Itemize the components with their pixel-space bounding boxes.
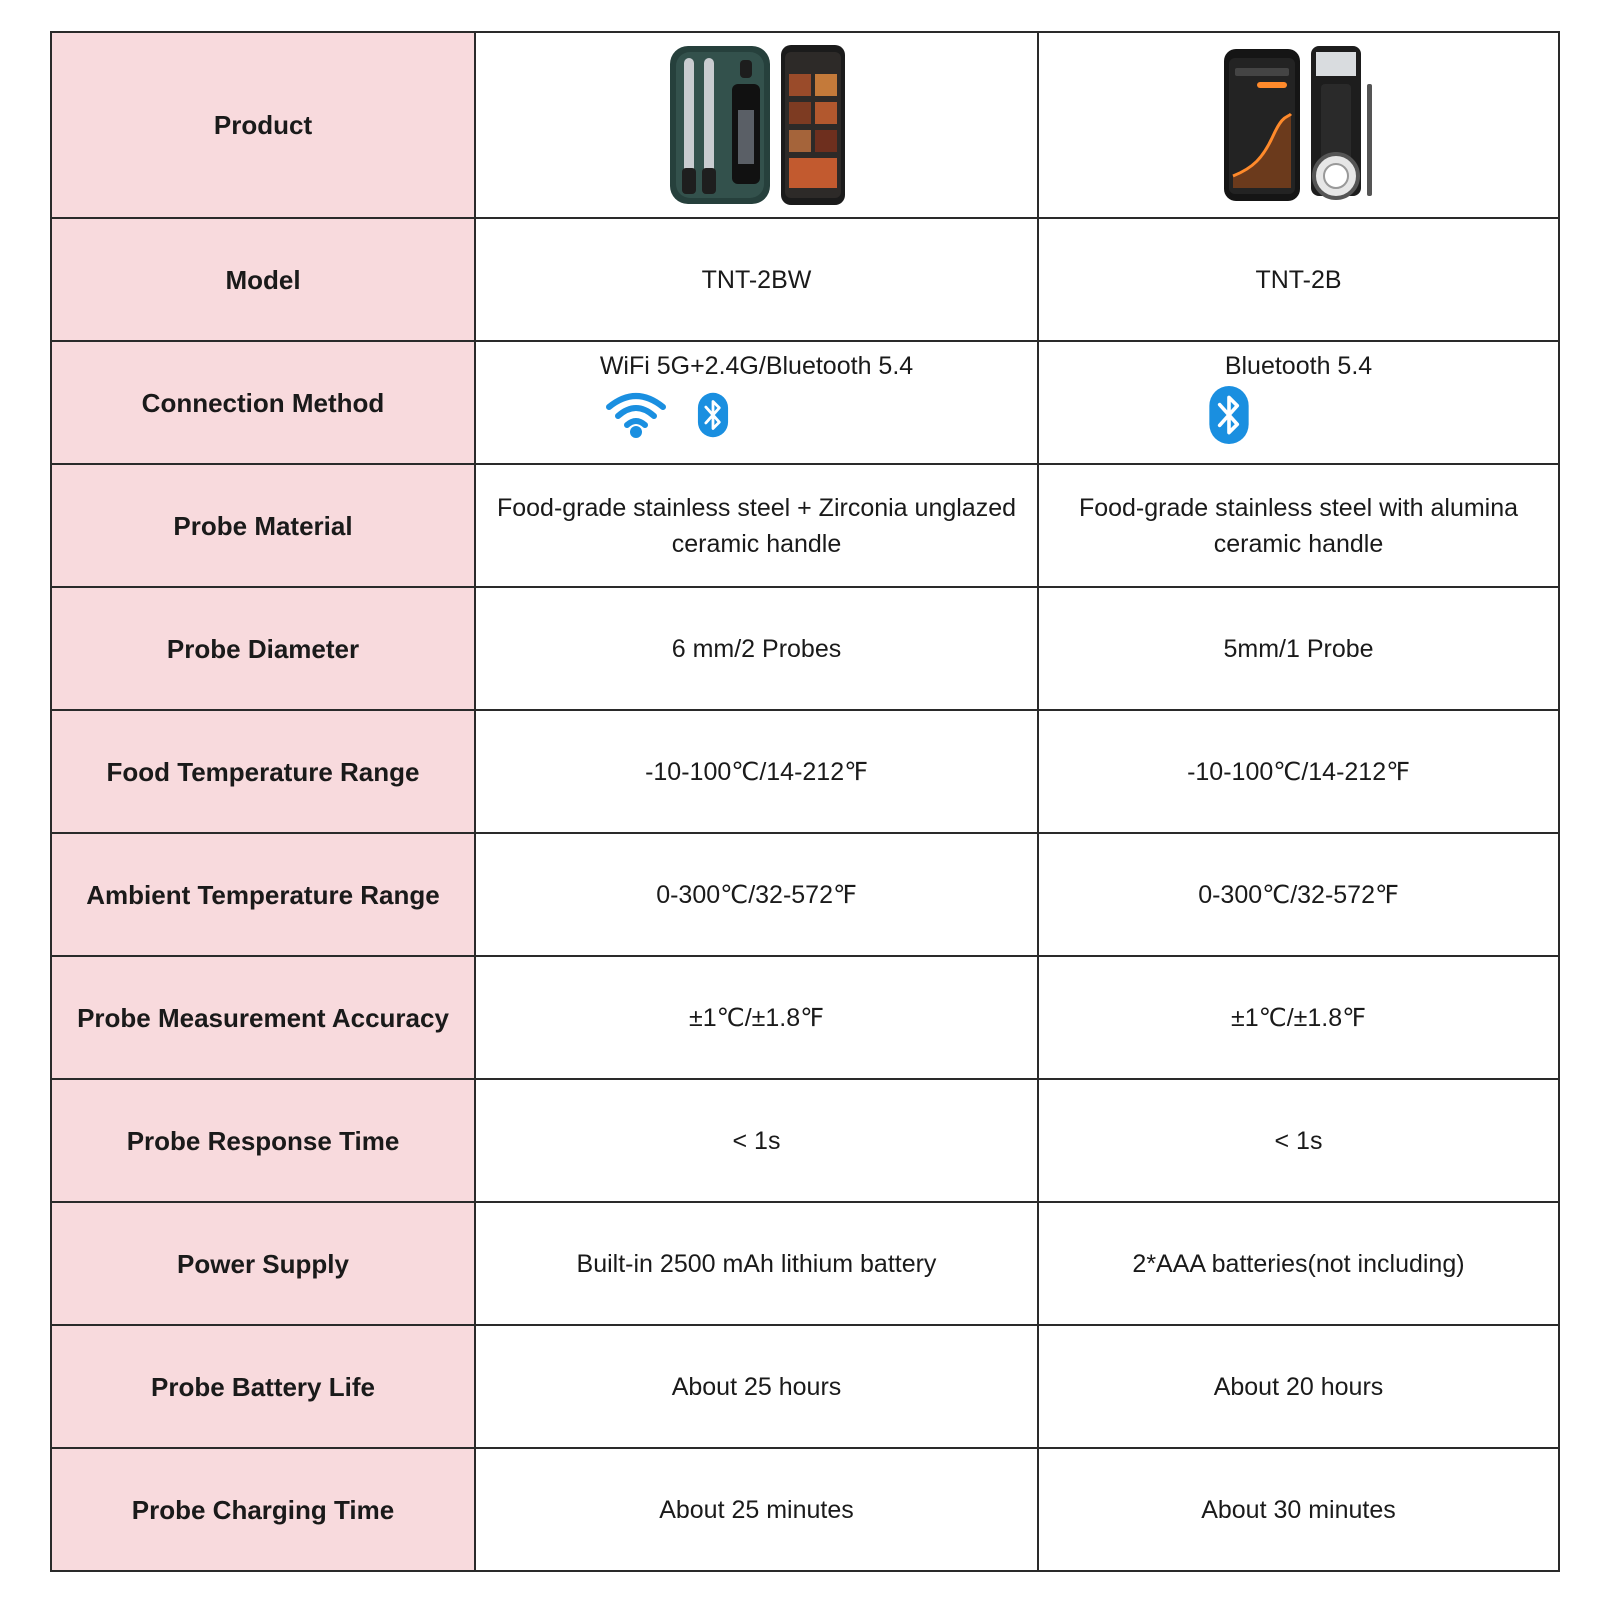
value-cell-tnt-2b: [1038, 341, 1559, 464]
product-image-tnt-2b: [1038, 32, 1559, 218]
row-label-probe-response-time: Probe Response Time: [51, 1079, 475, 1202]
value-cell-tnt-2bw: < 1s: [475, 1079, 1038, 1202]
row-label-probe-charging-time: Probe Charging Time: [51, 1448, 475, 1571]
value-cell-tnt-2b: 5mm/1 Probe: [1038, 587, 1559, 710]
phone-app-image: [780, 44, 846, 206]
row-label-product: Product: [51, 32, 475, 218]
table-row-probe-material: [51, 464, 1559, 587]
value-cell-tnt-2bw: Built-in 2500 mAh lithium battery: [475, 1202, 1038, 1325]
table-row-food-temperature-range: [51, 710, 1559, 833]
value-cell-tnt-2b: ±1℃/±1.8℉: [1038, 956, 1559, 1079]
row-label-food-temperature-range: Food Temperature Range: [51, 710, 475, 833]
thermometer-base-image: [668, 44, 772, 206]
product-image-tnt-2bw: [475, 32, 1038, 218]
value-cell-tnt-2b: 0-300℃/32-572℉: [1038, 833, 1559, 956]
table-row-probe-response-time: [51, 1079, 1559, 1202]
row-label-probe-diameter: Probe Diameter: [51, 587, 475, 710]
value-cell-tnt-2bw: Food-grade stainless steel + Zirconia unglazed ceramic handle: [475, 464, 1038, 587]
value-cell-tnt-2bw: About 25 hours: [475, 1325, 1038, 1448]
value-cell-tnt-2b: 2*AAA batteries(not including): [1038, 1202, 1559, 1325]
spec-comparison-table: [50, 31, 1560, 1572]
table-row-power-supply: [51, 1202, 1559, 1325]
phone-app-image: [1223, 48, 1301, 202]
row-label-connection-method: Connection Method: [51, 341, 475, 464]
value-cell-tnt-2bw: TNT-2BW: [475, 218, 1038, 341]
value-cell-tnt-2b: < 1s: [1038, 1079, 1559, 1202]
table-row-probe-battery-life: [51, 1325, 1559, 1448]
row-label-probe-material: Probe Material: [51, 464, 475, 587]
table-row-probe-measurement-accuracy: [51, 956, 1559, 1079]
bluetooth-icon: [696, 392, 730, 448]
value-cell-tnt-2b: About 30 minutes: [1038, 1448, 1559, 1571]
wifi-icon: [606, 391, 666, 449]
row-label-power-supply: Power Supply: [51, 1202, 475, 1325]
value-cell-tnt-2b: Food-grade stainless steel with alumina ceramic handle: [1038, 464, 1559, 587]
row-label-probe-measurement-accuracy: Probe Measurement Accuracy: [51, 956, 475, 1079]
value-cell-tnt-2b: About 20 hours: [1038, 1325, 1559, 1448]
value-cell-tnt-2bw: [475, 341, 1038, 464]
bluetooth-icon: [1207, 385, 1251, 455]
row-label-model: Model: [51, 218, 475, 341]
row-label-probe-battery-life: Probe Battery Life: [51, 1325, 475, 1448]
value-cell-tnt-2bw: -10-100℃/14-212℉: [475, 710, 1038, 833]
value-cell-tnt-2b: TNT-2B: [1038, 218, 1559, 341]
table-row-product: [51, 32, 1559, 218]
value-cell-tnt-2b: -10-100℃/14-212℉: [1038, 710, 1559, 833]
table-row-model: [51, 218, 1559, 341]
row-label-ambient-temperature-range: Ambient Temperature Range: [51, 833, 475, 956]
value-cell-tnt-2bw: 0-300℃/32-572℉: [475, 833, 1038, 956]
connection-text: WiFi 5G+2.4G/Bluetooth 5.4: [599, 352, 914, 380]
table-row-probe-charging-time: [51, 1448, 1559, 1571]
value-cell-tnt-2bw: About 25 minutes: [475, 1448, 1038, 1571]
table-row-ambient-temperature-range: [51, 833, 1559, 956]
thermometer-device-image: [1309, 44, 1375, 206]
value-cell-tnt-2bw: ±1℃/±1.8℉: [475, 956, 1038, 1079]
value-cell-tnt-2bw: 6 mm/2 Probes: [475, 587, 1038, 710]
table-row-connection-method: [51, 341, 1559, 464]
table-row-probe-diameter: [51, 587, 1559, 710]
connection-text: Bluetooth 5.4: [1224, 352, 1373, 380]
